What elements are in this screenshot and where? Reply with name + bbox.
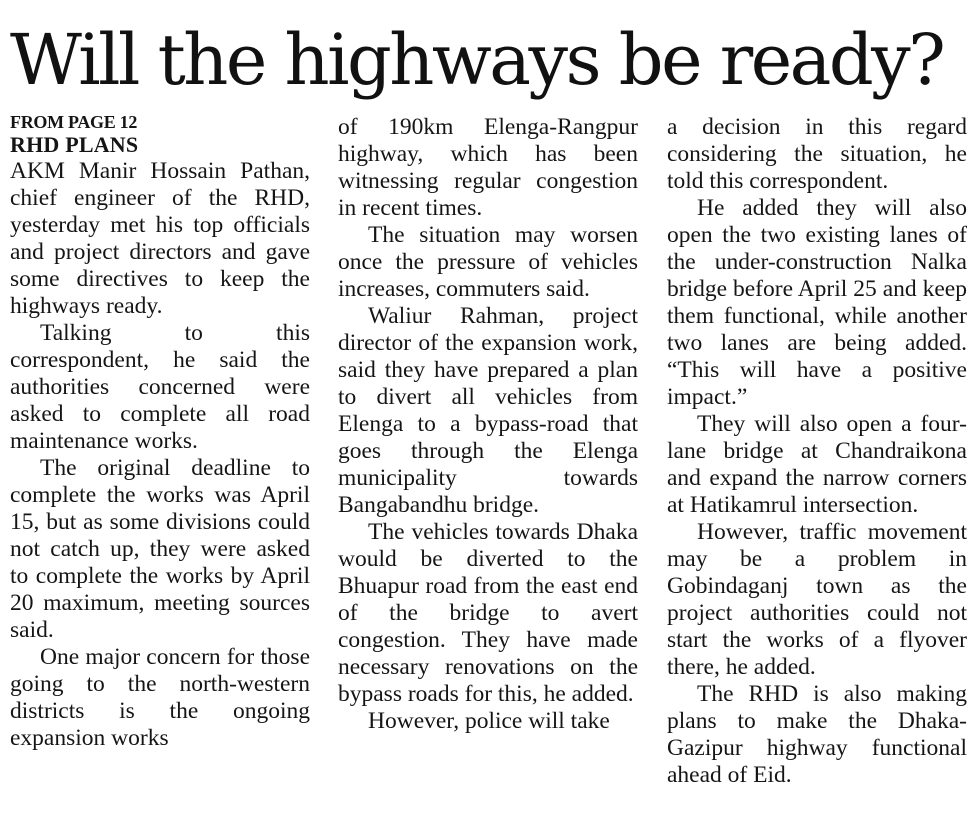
article-paragraph: Waliur Rahman, project director of the expansion work, said they have prepared a plan to divert all vehicles from Elenga to a bypass-road that goes through the Elenga municipality towards Bangabandhu bridge.: [338, 303, 638, 518]
article-paragraph: However, police will take: [368, 708, 610, 734]
article-paragraph-continued: a decision in this regard considering the situation, he told this correspondent.: [667, 114, 967, 194]
article-paragraph: The RHD is also making plans to make the Dhaka-Gazipur highway functional ahead of Eid.: [667, 681, 967, 788]
section-subhead: RHD PLANS: [10, 132, 139, 157]
headline: Will the highways be ready?: [10, 19, 944, 101]
article-paragraph: One major concern for those going to the north-western districts is the ongoing expansion works: [10, 644, 310, 751]
article-paragraph: Talking to this correspondent, he said the authorities concerned were asked to complete all road maintenance works.: [10, 320, 310, 454]
article-paragraph: The situation may worsen once the pressure of vehicles increases, commuters said.: [338, 222, 638, 302]
article-paragraph: AKM Manir Hossain Pathan, chief engineer of the RHD, yesterday met his top officials and project directors and gave some directives to keep the highways ready.: [10, 158, 310, 319]
continuation-kicker: FROM PAGE 12: [10, 112, 138, 132]
article-column-2: [338, 114, 638, 735]
article-paragraph-continued: of 190km Elenga-Rangpur highway, which has been witnessing regular congestion in recent times.: [338, 114, 638, 221]
article-paragraph: They will also open a four-lane bridge at Chandraikona and expand the narrow corners at Hatikamrul intersection.: [667, 411, 967, 518]
article-paragraph: However, traffic movement may be a problem in Gobindaganj town as the project authorities could not start the works of a flyover there, he added.: [667, 519, 967, 680]
article-column-1: [10, 112, 310, 752]
article-paragraph: The vehicles towards Dhaka would be diverted to the Bhuapur road from the east end of the bridge to avert congestion. They have made necessary renovations on the bypass roads for this, he added.: [338, 519, 638, 707]
article-paragraph: He added they will also open the two existing lanes of the under-construction Nalka bridge before April 25 and keep them functional, while another two lanes are being added. “This will have a positive impact.”: [667, 195, 967, 410]
article-paragraph: The original deadline to complete the works was April 15, but as some divisions could not catch up, they were asked to complete the works by April 20 maximum, meeting sources said.: [10, 455, 310, 643]
article-column-3: [667, 114, 967, 789]
